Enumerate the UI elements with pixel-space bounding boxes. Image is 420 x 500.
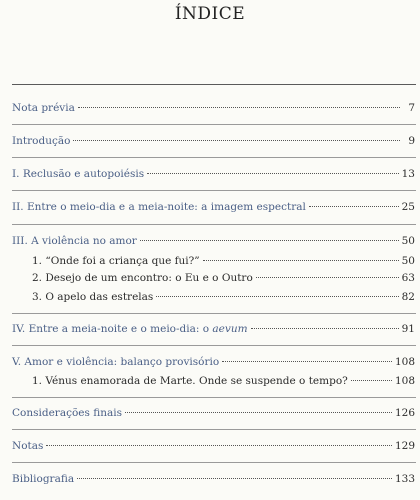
separator	[12, 345, 416, 346]
leader-dots	[147, 173, 399, 174]
toc-entry-chapter-2	[12, 200, 415, 214]
page-title: ÍNDICE	[174, 4, 246, 24]
toc-entry-page: 63	[401, 272, 415, 284]
leader-dots	[203, 260, 399, 261]
toc-entry-page: 133	[394, 473, 415, 485]
leader-dots	[222, 361, 392, 362]
toc-entry-nota-previa	[12, 101, 415, 115]
toc-entry-page: 108	[394, 356, 415, 368]
separator	[12, 313, 416, 314]
toc-entry-label	[12, 322, 248, 336]
leader-dots	[256, 277, 399, 278]
toc-entry-bibliografia	[12, 472, 415, 486]
toc-entry-page: 50	[401, 235, 415, 247]
toc-entry-label: I. Reclusão e autopoiésis	[12, 168, 145, 180]
toc-entry-label: 3. O apelo das estrelas	[32, 291, 154, 303]
separator	[12, 157, 416, 158]
separator	[12, 462, 416, 463]
top-rule	[12, 84, 416, 85]
toc-entry-section-3-3	[32, 290, 415, 304]
toc-entry-notas	[12, 439, 415, 453]
toc-entry-label: III. A violência no amor	[12, 235, 137, 247]
toc-entry-section-3-2	[32, 271, 415, 285]
leader-dots	[77, 478, 392, 479]
leader-dots	[78, 107, 400, 108]
toc-entry-page: 50	[401, 255, 415, 267]
toc-entry-label: Considerações finais	[12, 407, 122, 419]
leader-dots	[46, 445, 392, 446]
toc-entry-chapter-4	[12, 322, 415, 336]
toc-entry-label: Nota prévia	[12, 102, 75, 114]
toc-entry-label: Notas	[12, 440, 44, 452]
toc-entry-section-3-1	[32, 254, 415, 268]
leader-dots	[140, 240, 399, 241]
toc-entry-chapter-3	[12, 234, 415, 248]
toc-entry-label: 1. “Onde foi a criança que fui?”	[32, 255, 200, 267]
toc-entry-chapter-5	[12, 355, 415, 369]
leader-dots	[156, 296, 398, 297]
toc-entry-label: V. Amor e violência: balanço provisório	[12, 356, 220, 368]
toc-entry-label: Introdução	[12, 135, 71, 147]
leader-dots	[351, 380, 392, 381]
separator	[12, 190, 416, 191]
leader-dots	[73, 140, 400, 141]
separator	[12, 397, 416, 398]
toc-entry-page: 25	[401, 201, 415, 213]
toc-entry-page: 82	[401, 291, 415, 303]
toc-entry-page: 7	[408, 102, 415, 114]
leader-dots	[125, 412, 392, 413]
toc-entry-page: 108	[394, 375, 415, 387]
toc-entry-label-italic: aevum	[212, 323, 248, 335]
toc-entry-page: 13	[401, 168, 415, 180]
toc-entry-introducao	[12, 134, 415, 148]
toc-entry-chapter-1	[12, 167, 415, 181]
separator	[12, 429, 416, 430]
toc-entry-label: Bibliografia	[12, 473, 75, 485]
toc-entry-page: 126	[394, 407, 415, 419]
leader-dots	[309, 206, 399, 207]
separator	[12, 224, 416, 225]
leader-dots	[251, 328, 399, 329]
toc-entry-page: 91	[401, 323, 415, 335]
toc-entry-label-text: IV. Entre a meia-noite e o meio-dia: o	[12, 323, 213, 335]
toc-entry-page: 9	[408, 135, 415, 147]
toc-entry-page: 129	[394, 440, 415, 452]
toc-entry-consideracoes-finais	[12, 406, 415, 420]
toc-entry-section-5-1	[32, 374, 415, 388]
toc-entry-label: 1. Vénus enamorada de Marte. Onde se suspende o tempo?	[32, 375, 348, 387]
separator	[12, 124, 416, 125]
toc-entry-label: II. Entre o meio-dia e a meia-noite: a imagem espectral	[12, 201, 306, 213]
toc-entry-label: 2. Desejo de um encontro: o Eu e o Outro	[32, 272, 253, 284]
